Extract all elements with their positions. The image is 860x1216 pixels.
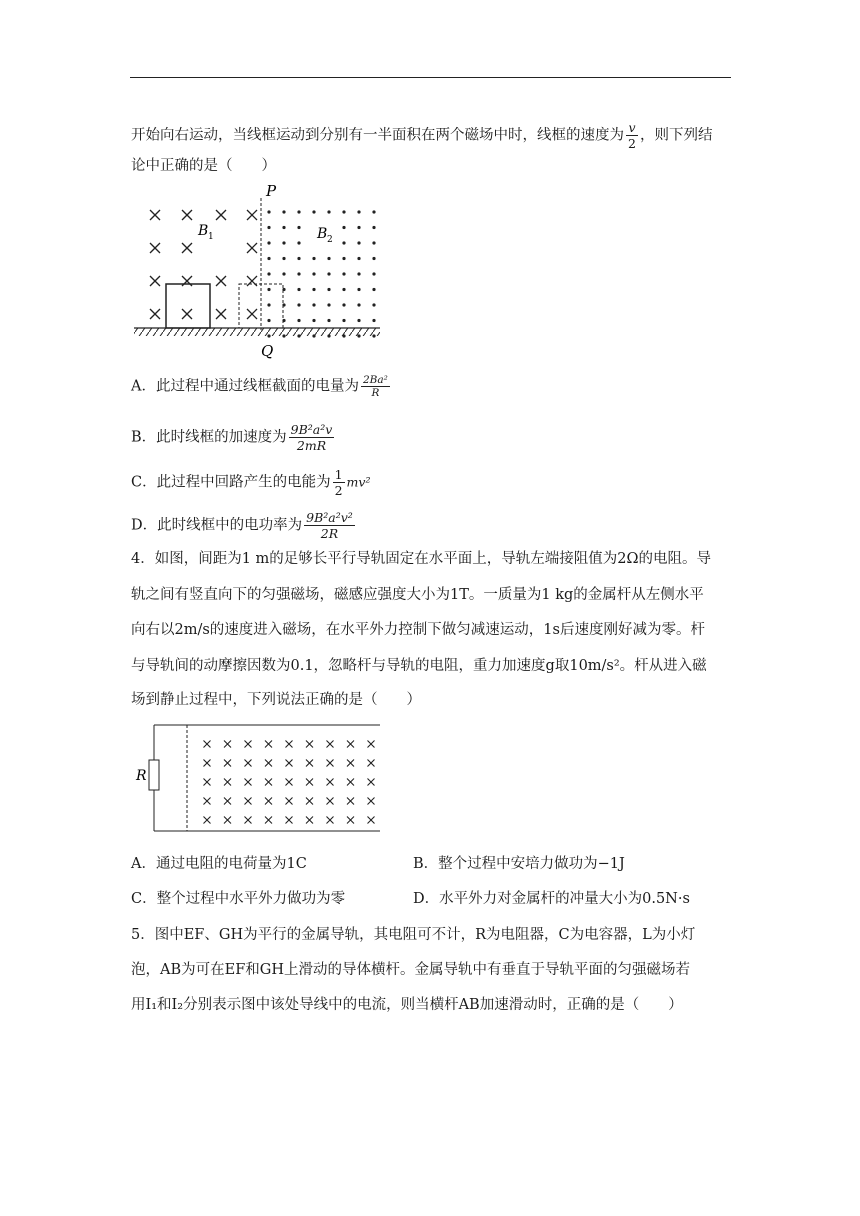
q4-option-C: C．整个过程中水平外力做功为零 — [131, 891, 346, 907]
q3-option-B — [131, 422, 336, 453]
field-dot — [297, 257, 300, 260]
option-B-text: B．此时线框的加速度为 — [131, 429, 287, 446]
field-dot — [327, 334, 330, 337]
q3-option-C — [131, 467, 370, 498]
field-dot — [357, 303, 360, 306]
field-dot — [297, 241, 300, 244]
field-dot — [372, 288, 375, 291]
field-dot — [327, 272, 330, 275]
field-dot — [312, 272, 315, 275]
field-dot — [357, 288, 360, 291]
frac-numerator: 1 — [334, 467, 343, 482]
q4-line4: 与导轨间的动摩擦因数为0.1，忽略杆与导轨的电阻，重力加速度g取10m/s²。杆从进入磁 — [131, 658, 707, 674]
q5-line2: 泡，AB为可在EF和GH上滑动的导体横杆。金属导轨中有垂直于导轨平面的匀强磁场若 — [131, 962, 690, 978]
option-C-tail: mv² — [346, 474, 371, 490]
label-R: R — [136, 768, 147, 784]
fraction-v-over-2 — [626, 120, 638, 151]
option-A-text: A．此过程中通过线框截面的电量为 — [131, 378, 359, 395]
field-dot — [267, 210, 270, 213]
field-dot — [297, 288, 300, 291]
q4-line3: 向右以2m/s的速度进入磁场，在水平外力控制下做匀减速运动，1s后速度刚好减为零。杆 — [131, 622, 705, 638]
field-dot — [342, 257, 345, 260]
field-dot — [372, 272, 375, 275]
field-dot — [372, 257, 375, 260]
field-dot — [297, 210, 300, 213]
field-dot — [282, 257, 285, 260]
frac-numerator: 9B²a²v — [290, 422, 333, 437]
field-dot — [342, 272, 345, 275]
resistor-R — [149, 760, 159, 790]
figure-rails-resistor — [132, 718, 388, 838]
field-dot — [282, 226, 285, 229]
field-dot — [342, 241, 345, 244]
field-dot — [342, 319, 345, 322]
field-dot — [357, 272, 360, 275]
figure-magnetic-fields — [128, 182, 384, 362]
field-dot — [327, 288, 330, 291]
option-C-fraction — [333, 467, 345, 498]
field-dot — [267, 257, 270, 260]
option-C-text: C．此过程中回路产生的电能为 — [131, 474, 331, 491]
frac-denominator: 2 — [334, 483, 343, 498]
field-dot — [342, 334, 345, 337]
q4-option-D: D．水平外力对金属杆的冲量大小为0.5N·s — [413, 891, 690, 907]
field-dot — [372, 319, 375, 322]
field-dot — [372, 241, 375, 244]
field-dot — [282, 210, 285, 213]
field-dot — [267, 272, 270, 275]
label-P: P — [266, 182, 277, 200]
field-dot — [357, 241, 360, 244]
field-dot — [297, 319, 300, 322]
field-dot — [267, 303, 270, 306]
field-dot — [372, 334, 375, 337]
q3-stem-line1 — [131, 120, 712, 151]
field-dot — [312, 257, 315, 260]
q3-stem-text: 开始向右运动，当线框运动到分别有一半面积在两个磁场中时，线框的速度为 — [131, 127, 624, 144]
field-dot — [357, 257, 360, 260]
frac-denominator: 2mR — [296, 438, 327, 453]
field-dot — [297, 272, 300, 275]
field-dot — [312, 334, 315, 337]
field-dot — [327, 319, 330, 322]
field-dot — [312, 303, 315, 306]
frac-numerator: v — [628, 120, 636, 135]
q3-option-D — [131, 510, 357, 541]
field-dot — [372, 210, 375, 213]
field-dot — [342, 303, 345, 306]
q3-stem-tail: ，则下列结 — [639, 127, 713, 144]
field-dot — [297, 303, 300, 306]
field-dot — [357, 226, 360, 229]
option-B-fraction — [289, 422, 335, 453]
field-dot — [327, 257, 330, 260]
field-dot — [267, 319, 270, 322]
field-dot — [267, 226, 270, 229]
option-A-fraction — [361, 374, 390, 399]
field-dot — [297, 334, 300, 337]
field-dot — [357, 319, 360, 322]
q3-stem-line2: 论中正确的是（ ） — [131, 158, 276, 174]
q4-line1: 4．如图，间距为1 m的足够长平行导轨固定在水平面上，导轨左端接阻值为2Ω的电阻。导 — [131, 551, 712, 567]
field-dot — [327, 303, 330, 306]
field-dot — [312, 319, 315, 322]
q5-line1: 5．图中EF、GH为平行的金属导轨，其电阻可不计，R为电阻器，C为电容器，L为小灯 — [131, 927, 696, 943]
frac-denominator: R — [371, 387, 380, 399]
option-D-fraction — [304, 510, 355, 541]
label-B2: B — [317, 226, 328, 242]
frac-denominator: 2 — [628, 136, 636, 151]
wire-loop-initial — [166, 284, 210, 328]
q4-line5: 场到静止过程中，下列说法正确的是（ ） — [131, 692, 421, 708]
field-dot — [267, 241, 270, 244]
field-dot — [267, 288, 270, 291]
label-B1: B — [198, 223, 209, 239]
field-dot — [282, 272, 285, 275]
field-dot — [297, 226, 300, 229]
header-rule — [130, 77, 731, 78]
q4-option-B: B．整个过程中安培力做功为−1J — [413, 856, 625, 872]
field-dot — [327, 210, 330, 213]
field-crosses — [204, 741, 375, 824]
field-dot — [357, 334, 360, 337]
label-B1-sub: 1 — [208, 232, 214, 242]
field-dot — [282, 241, 285, 244]
field-dot — [357, 210, 360, 213]
q3-option-A — [131, 374, 392, 399]
label-B2-sub: 2 — [327, 235, 333, 245]
field-dot — [312, 288, 315, 291]
frac-numerator: 2Ba² — [362, 374, 388, 386]
field-dot — [267, 334, 270, 337]
label-Q: Q — [261, 342, 274, 360]
field-dot — [282, 334, 285, 337]
q4-option-A: A．通过电阻的电荷量为1C — [131, 856, 307, 872]
q4-line2: 轨之间有竖直向下的匀强磁场，磁感应强度大小为1T。一质量为1 kg的金属杆从左侧水平 — [131, 587, 704, 603]
field-dot — [342, 210, 345, 213]
frac-denominator: 2R — [320, 526, 339, 541]
option-D-text: D．此时线框中的电功率为 — [131, 517, 303, 534]
field-dot — [342, 288, 345, 291]
field-dot — [372, 303, 375, 306]
field-dot — [342, 226, 345, 229]
q5-line3: 用I₁和I₂分别表示图中该处导线中的电流，则当横杆AB加速滑动时，正确的是（ ） — [131, 997, 683, 1013]
field-dot — [312, 210, 315, 213]
field-dot — [372, 226, 375, 229]
frac-numerator: 9B²a²v² — [306, 510, 353, 525]
